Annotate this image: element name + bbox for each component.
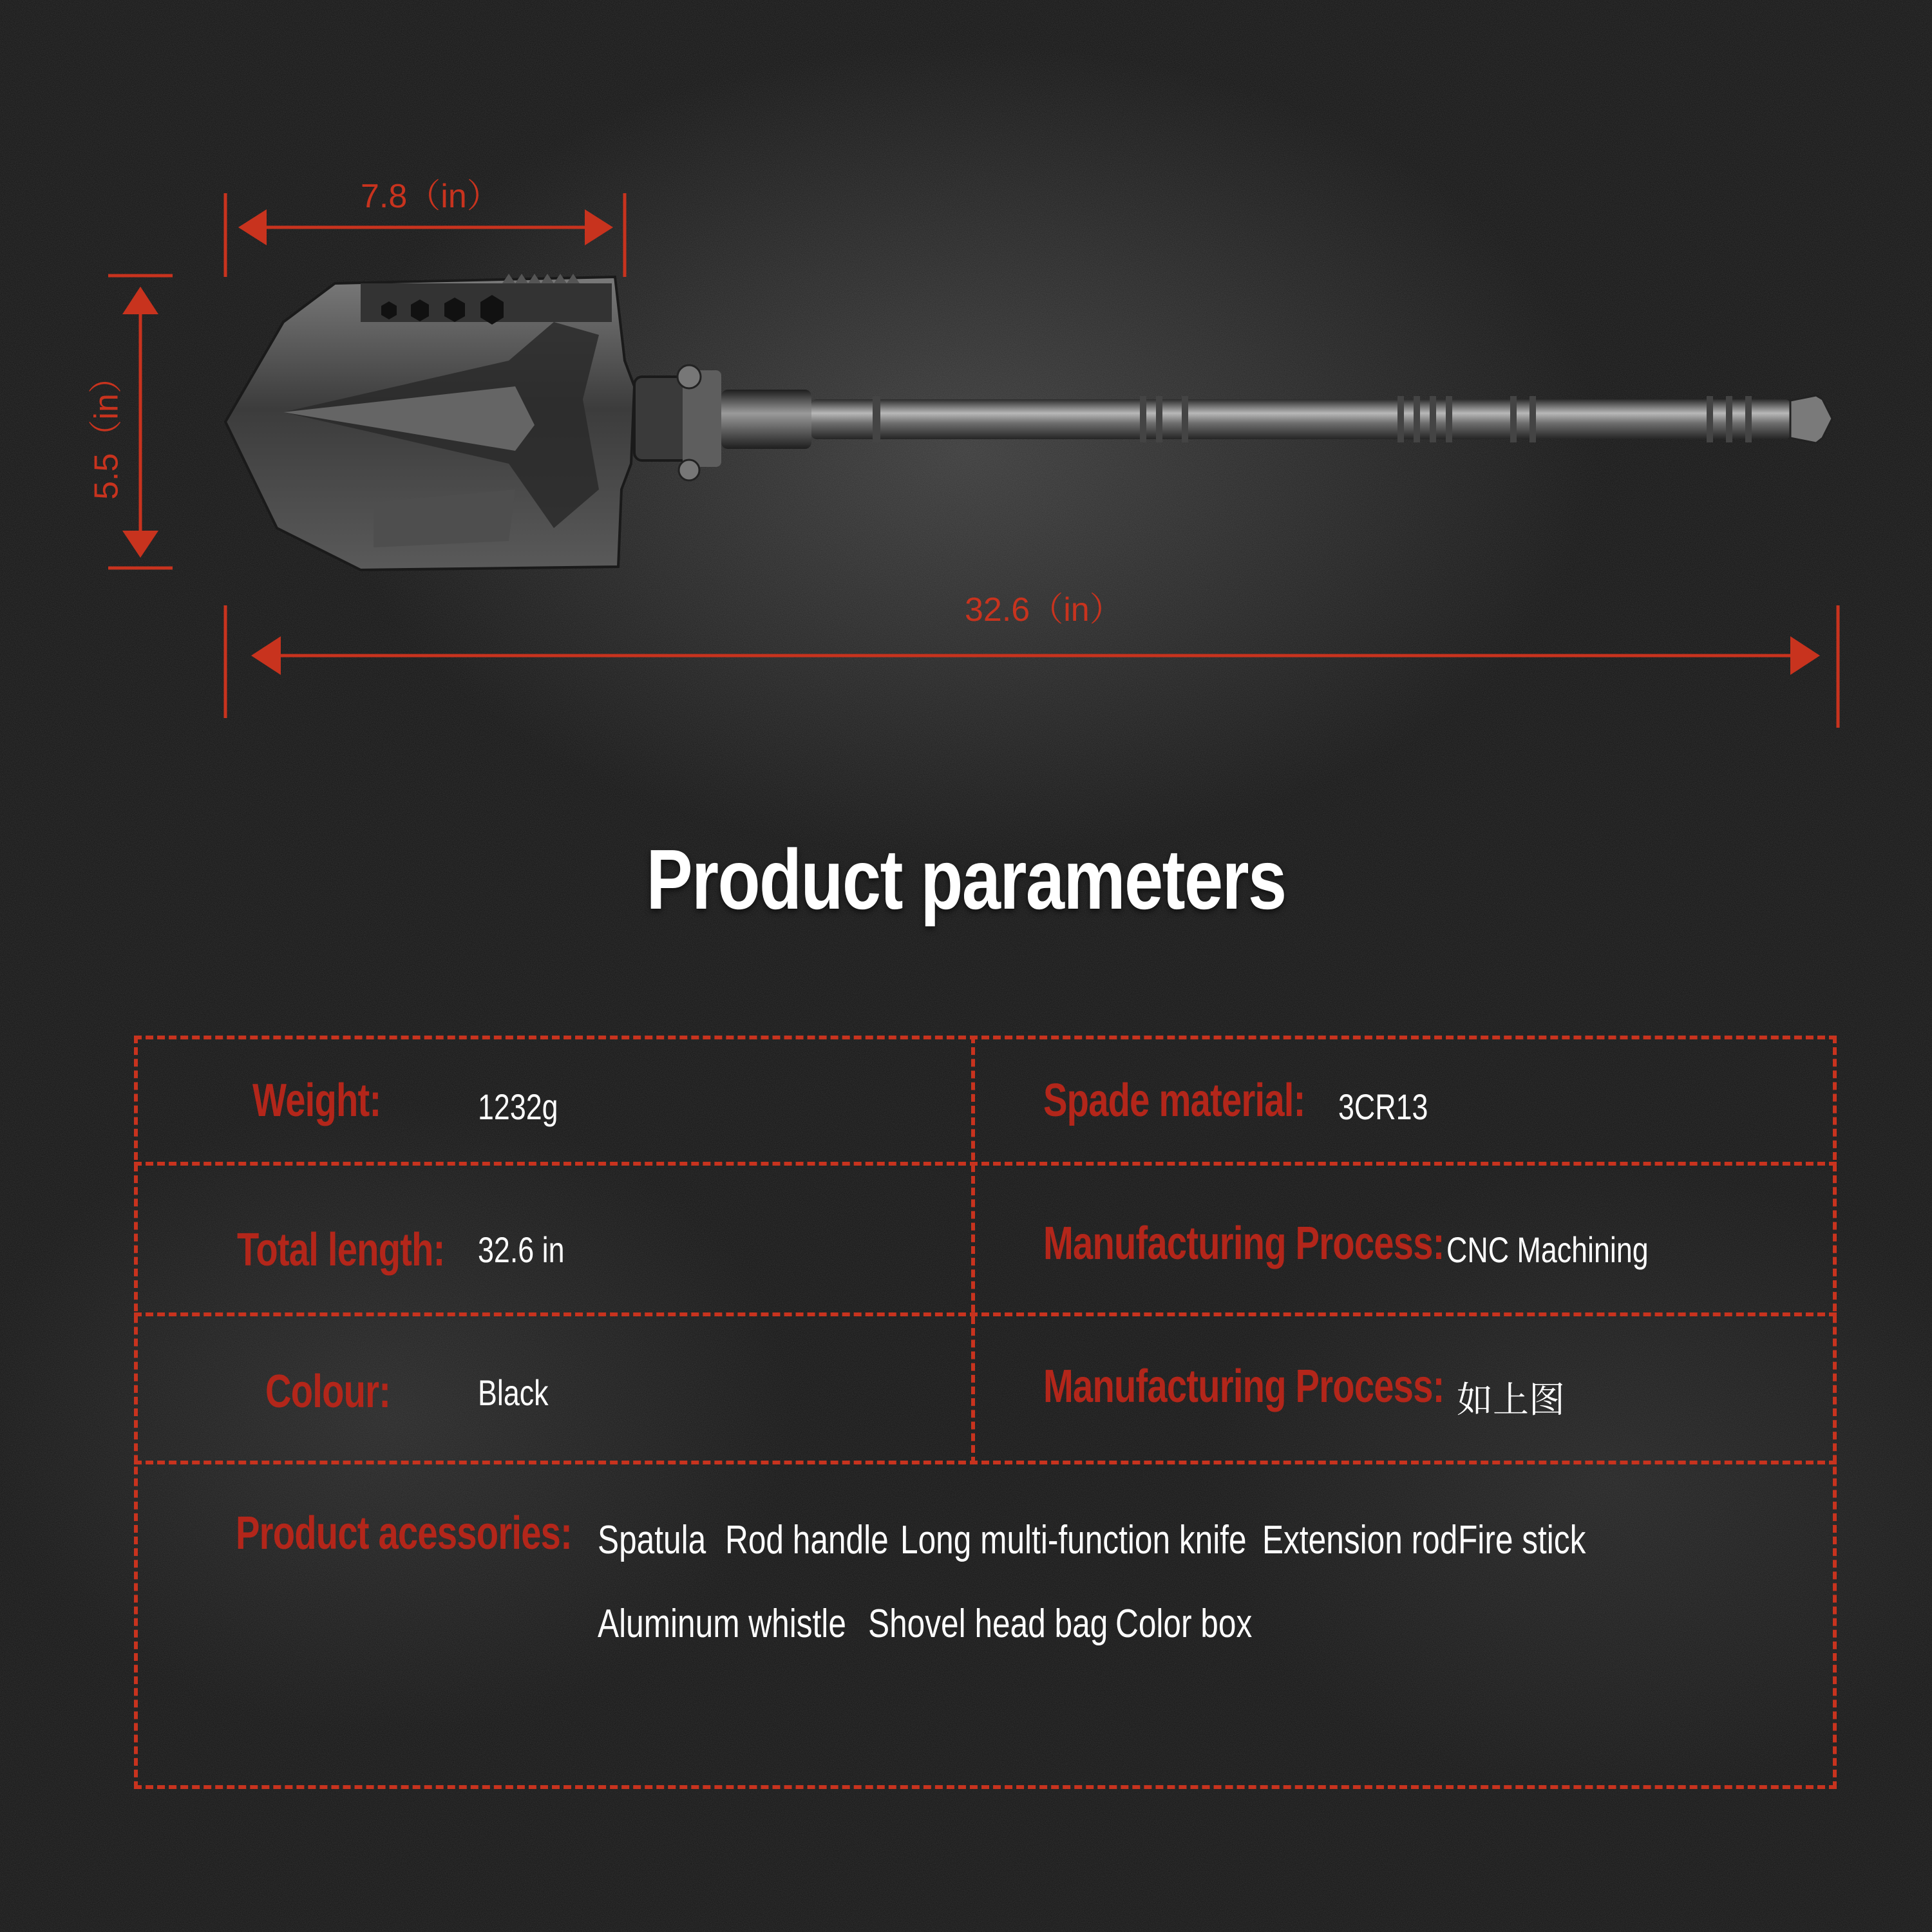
total-length-label: 32.6（in） xyxy=(965,591,1123,629)
accessories-label: Product acessories: xyxy=(236,1508,573,1559)
accessory-item: Extension rod xyxy=(1262,1518,1458,1562)
manufacturing-process-value: CNC Machining xyxy=(1446,1229,1649,1270)
table-divider xyxy=(134,1312,1837,1316)
colour-label: Colour: xyxy=(265,1366,391,1417)
accessory-item: Aluminum whistle xyxy=(598,1602,846,1646)
spade-material-value: 3CR13 xyxy=(1338,1086,1428,1127)
accessory-item: Spatula xyxy=(598,1518,706,1562)
blade-height-label: 5.5（in） xyxy=(88,360,126,500)
weight-label: Weight: xyxy=(252,1075,381,1126)
dimension-lines xyxy=(0,0,1932,773)
manufacturing-process-label: Manufacturing Process: xyxy=(1043,1218,1444,1269)
accessory-item: Rod handle xyxy=(725,1518,889,1562)
colour-value: Black xyxy=(478,1372,549,1413)
blade-width-label: 7.8（in） xyxy=(361,178,500,215)
table-divider xyxy=(134,1162,1837,1166)
spade-material-label: Spade material: xyxy=(1043,1075,1305,1126)
total-length-param-label: Total length: xyxy=(237,1224,445,1276)
table-column-divider xyxy=(971,1036,975,1464)
weight-value: 1232g xyxy=(478,1086,558,1127)
manufacturing-process-value-2: 如上图 xyxy=(1457,1379,1565,1420)
accessory-item: Long multi-function knife xyxy=(900,1518,1247,1562)
accessory-item: Color box xyxy=(1115,1602,1253,1646)
accessory-item: Fire stick xyxy=(1458,1518,1586,1562)
total-length-value: 32.6 in xyxy=(478,1229,565,1270)
accessory-item: Shovel head bag xyxy=(868,1602,1108,1646)
manufacturing-process-label-2: Manufacturing Process: xyxy=(1043,1361,1444,1412)
table-divider xyxy=(134,1461,1837,1464)
page-title: Product parameters xyxy=(646,832,1286,927)
